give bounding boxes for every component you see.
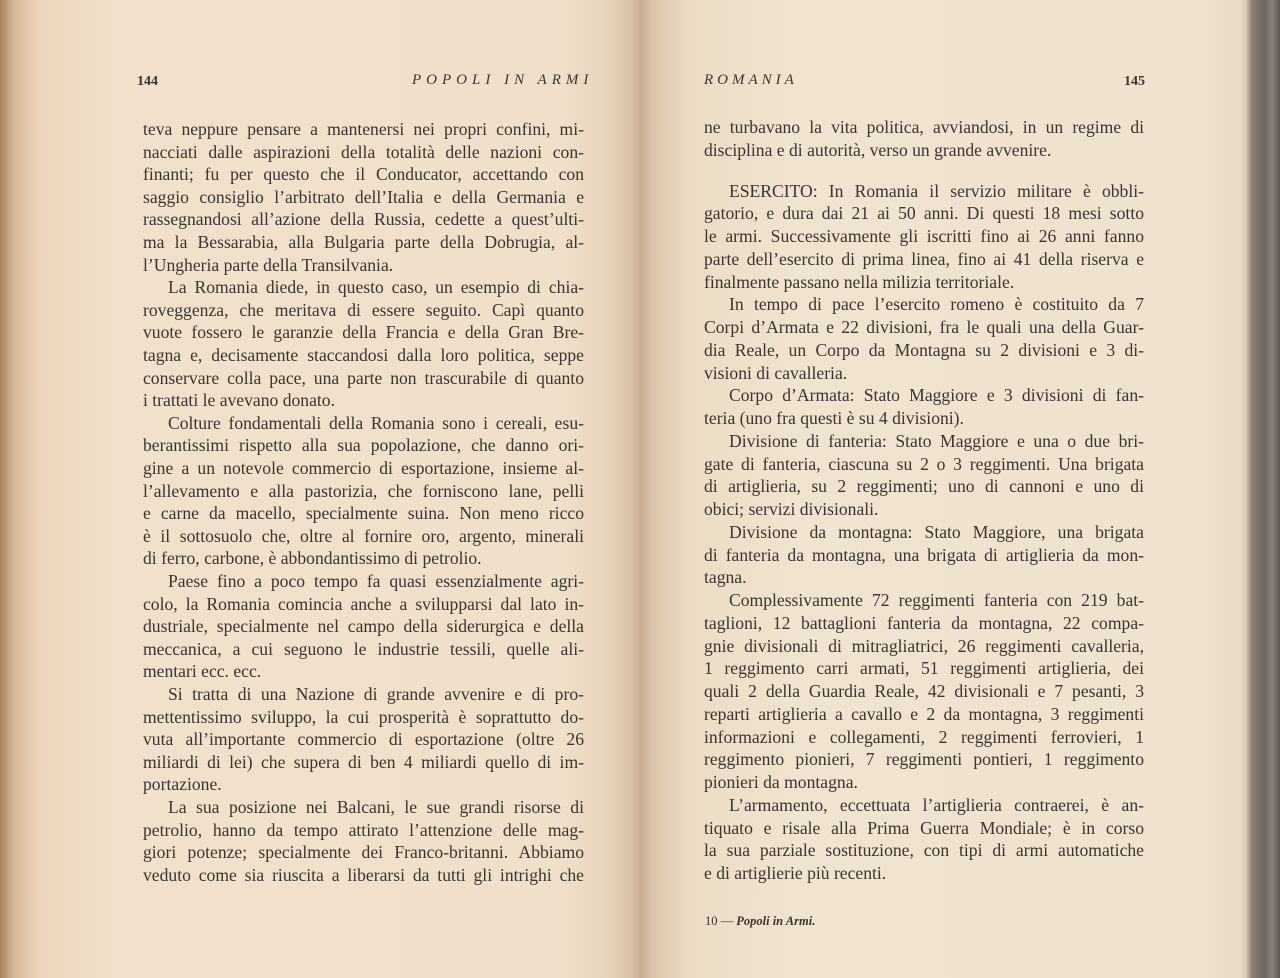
text-line: teva neppure pensare a mantenersi nei propri confini, mi- xyxy=(143,119,584,139)
text-line: reparti artiglieria a cavallo e 2 da montagna, 3 reggimenti xyxy=(704,703,1144,724)
text-line: obici; servizi divisionali. xyxy=(704,499,879,519)
text-line: saggio consiglio l’arbitrato dell’Italia e della Germania e xyxy=(143,186,584,207)
text-line: visioni di cavalleria. xyxy=(704,362,848,383)
text-line: dia Reale, un Corpo da Montagna su 2 divisioni e 3 di- xyxy=(704,339,1144,360)
text-line: La sua posizione nei Balcani, le sue grandi risorse di xyxy=(168,797,584,817)
text-line: miliardi di lei) che supera di ben 4 miliardi quello di im- xyxy=(143,751,584,772)
text-line: pionieri da montagna. xyxy=(704,772,858,792)
text-line: e di artiglierie più recenti. xyxy=(704,863,887,883)
text-line: veduto come sia riuscita a liberarsi da tutti gli intrighi che xyxy=(143,864,584,885)
text-line: petrolio, hanno da tempo attirato l’attenzione delle mag- xyxy=(143,819,584,840)
text-line: portazione. xyxy=(143,774,222,795)
text-line: i trattati le avevano donato. xyxy=(143,390,335,411)
text-line: finalmente passano nella milizia territoriale. xyxy=(704,271,1015,292)
text-line: ESERCITO: In Romania il servizio militare è obbli- xyxy=(729,180,1144,201)
text-line: colo, la Romania comincia anche a svilupparsi dal lato in- xyxy=(143,593,584,614)
signature-title: Popoli in Armi. xyxy=(736,914,816,928)
text-line: Corpi d’Armata e 22 divisioni, fra le quali una della Guar- xyxy=(704,317,1144,337)
text-line: di fanteria da montagna, una brigata di artiglieria da mon- xyxy=(704,544,1144,565)
text-line: In tempo di pace l’esercito romeno è costituito da 7 xyxy=(729,294,1144,315)
text-line: taglioni, 12 battaglioni fanteria da montagna, 22 compa- xyxy=(704,612,1144,633)
text-line: dustriale, specialmente nel campo della siderurgica e della xyxy=(143,616,584,637)
text-line: nacciati dalle aspirazioni della totalità delle nazioni con- xyxy=(143,141,584,162)
text-line: quali 2 della Guardia Reale, 42 divisionali e 7 pesanti, 3 xyxy=(704,681,1144,701)
text-line: tagna e, decisamente staccandosi dalla loro politica, seppe xyxy=(143,345,584,365)
text-line: informazioni e collegamenti, 2 reggimenti ferrovieri, 1 xyxy=(704,726,1144,747)
text-line: mentari ecc. ecc. xyxy=(143,661,262,682)
text-line: La Romania diede, in questo caso, un esempio di chia- xyxy=(168,277,584,298)
text-line: conservare colla pace, una parte non trascurabile di quanto xyxy=(143,367,584,388)
text-line: Divisione da montagna: Stato Maggiore, una brigata xyxy=(729,521,1144,542)
running-head: ROMANIA xyxy=(704,72,798,88)
running-head: POPOLI IN ARMI xyxy=(412,72,594,88)
text-line: reggimento pionieri, 7 reggimenti pontieri, 1 reggimento xyxy=(704,749,1144,770)
text-line: meccanica, a cui seguono le industrie tessili, quelle ali- xyxy=(143,638,584,659)
text-line: Paese fino a poco tempo fa quasi essenzialmente agri- xyxy=(168,571,584,591)
signature-footer xyxy=(705,914,815,929)
text-line: gatorio, e dura dai 21 ai 50 anni. Di questi 18 mesi sotto xyxy=(704,203,1144,224)
text-line: rassegnandosi all’azione della Russia, cedette a quest’ulti- xyxy=(143,209,584,230)
text-line: berantissimi rispetto alla sua popolazione, che danno ori- xyxy=(143,435,584,456)
page-number: 144 xyxy=(137,74,158,89)
text-line: e carne da macello, specialmente suina. Non meno ricco xyxy=(143,503,584,524)
text-line: l’Ungheria parte della Transilvania. xyxy=(143,254,394,275)
text-line: L’armamento, eccettuata l’artiglieria contraerei, è an- xyxy=(729,794,1144,815)
text-line: gate di fanteria, ciascuna su 2 o 3 reggimenti. Una brigata xyxy=(704,453,1144,474)
signature-mark: 10 — xyxy=(705,914,734,928)
text-line: la sua parziale sostituzione, con tipi di armi automatiche xyxy=(704,840,1144,861)
text-line: Divisione di fanteria: Stato Maggiore e una o due bri- xyxy=(729,430,1144,451)
text-line: gine a un notevole commercio di esportazione, insieme al- xyxy=(143,458,584,478)
text-line: gnie divisionali di mitragliatrici, 26 reggimenti cavalleria, xyxy=(704,635,1144,656)
text-line: l’allevamento e alla pastorizia, che forniscono lane, pelli xyxy=(143,480,584,501)
text-line: mettentissimo sviluppo, la cui prosperità è soprattutto do- xyxy=(143,706,584,727)
text-line: teria (uno fra questi è su 4 divisioni). xyxy=(704,408,964,428)
text-line: ne turbavano la vita politica, avviandosi, in un regime di xyxy=(704,117,1144,137)
text-line: tiquato e risale alla Prima Guerra Mondiale; è in corso xyxy=(704,817,1144,838)
text-line: tagna. xyxy=(704,567,747,588)
text-line: le armi. Successivamente gli iscritti fino ai 26 anni fanno xyxy=(704,226,1144,246)
page-number: 145 xyxy=(1124,74,1145,89)
text-line: disciplina e di autorità, verso un grande avvenire. xyxy=(704,139,1052,160)
text-line: 1 reggimento carri armati, 51 reggimenti artiglieria, dei xyxy=(704,658,1144,679)
text-line: Si tratta di una Nazione di grande avvenire e di pro- xyxy=(168,684,584,704)
text-line: parte dell’esercito di prima linea, fino ai 41 della riserva e xyxy=(704,248,1144,269)
text-line: di artiglieria, su 2 reggimenti; uno di cannoni e uno di xyxy=(704,476,1144,497)
text-line: ma la Bessarabia, alla Bulgaria parte della Dobrugia, al- xyxy=(143,232,584,252)
text-line: vuta all’importante commercio di esportazione (oltre 26 xyxy=(143,729,584,750)
text-line: Colture fondamentali della Romania sono i cereali, esu- xyxy=(168,412,584,433)
text-line: finanti; fu per questo che il Conducator, accettando con xyxy=(143,164,584,185)
text-line: è il sottosuolo che, oltre al fornire oro, argento, minerali xyxy=(143,525,584,546)
text-line: Corpo d’Armata: Stato Maggiore e 3 divisioni di fan- xyxy=(729,385,1144,406)
text-line: roveggenza, che meritava di essere seguito. Capì quanto xyxy=(143,299,584,320)
text-line: Complessivamente 72 reggimenti fanteria con 219 bat- xyxy=(729,590,1144,610)
text-line: vuote fossero le garanzie della Francia e della Gran Bre- xyxy=(143,322,584,343)
text-line: giori potenze; specialmente dei Franco-britanni. Abbiamo xyxy=(143,842,584,863)
text-line: di ferro, carbone, è abbondantissimo di petrolio. xyxy=(143,548,482,569)
